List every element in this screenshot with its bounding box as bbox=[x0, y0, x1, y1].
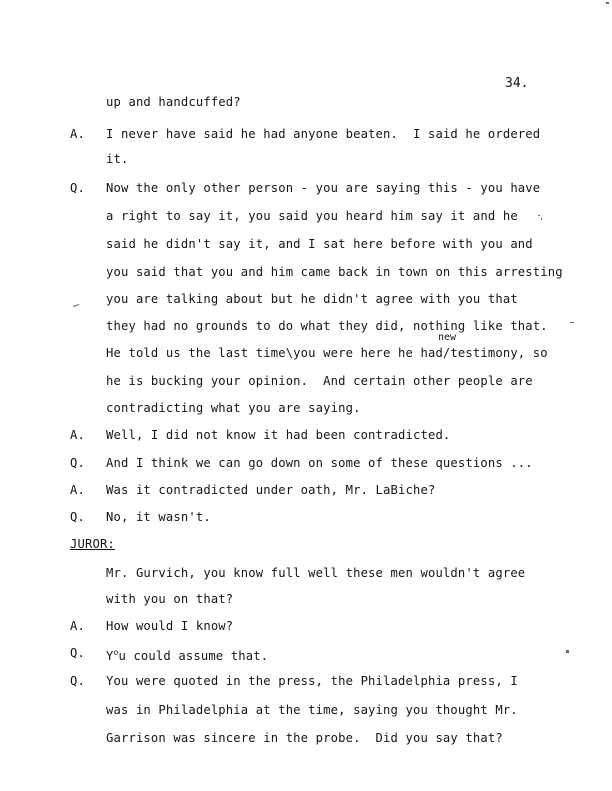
line-text: contradicting what you are saying. bbox=[106, 401, 361, 415]
line-text: they had no grounds to do what they did, nothing like that. bbox=[106, 319, 548, 333]
line-text: he is bucking your opinion. And certain other people are bbox=[106, 374, 533, 388]
line-text: Garrison was sincere in the probe. Did you say that? bbox=[106, 731, 503, 745]
line-text: And I think we can go down on some of these questions ... bbox=[106, 456, 533, 470]
speaker-label: Q. bbox=[70, 456, 85, 470]
line-text: Well, I did not know it had been contradicted. bbox=[106, 428, 451, 442]
line-text: Was it contradicted under oath, Mr. LaBiche? bbox=[106, 483, 436, 497]
line-text: you said that you and him came back in town on this arresting bbox=[106, 265, 563, 279]
line-text: I never have said he had anyone beaten. I said he ordered bbox=[106, 127, 541, 141]
page-number: 34. bbox=[505, 76, 529, 91]
line-text: You were quoted in the press, the Philadelphia press, I bbox=[106, 674, 518, 688]
line-text: No, it wasn't. bbox=[106, 510, 211, 524]
line-text: He told us the last time\you were here he had/testimony, so bbox=[106, 346, 548, 360]
line-text: Now the only other person - you are saying this - you have bbox=[106, 181, 541, 195]
speaker-label: A. bbox=[70, 483, 85, 497]
overtyped-letter: o bbox=[113, 648, 119, 657]
line-text: said he didn't say it, and I sat here before with you and bbox=[106, 237, 533, 251]
line-text: up and handcuffed? bbox=[106, 95, 241, 109]
speaker-label: Q. bbox=[70, 181, 85, 195]
line-text: with you on that? bbox=[106, 592, 234, 606]
speaker-label: Q. bbox=[70, 510, 85, 524]
speaker-label: A. bbox=[70, 619, 85, 633]
line-text: Mr. Gurvich, you know full well these men wouldn't agree bbox=[106, 566, 526, 580]
line-text: a right to say it, you said you heard him say it and he bbox=[106, 209, 518, 223]
interlinear-insertion: new bbox=[438, 332, 457, 343]
speaker-label: A. bbox=[70, 127, 85, 141]
line-text: it. bbox=[106, 152, 129, 166]
line-text-part: u could assume that. bbox=[118, 649, 269, 663]
speaker-label: Q. bbox=[70, 674, 85, 688]
speaker-label: A. bbox=[70, 428, 85, 442]
line-text: was in Philadelphia at the time, saying you thought Mr. bbox=[106, 703, 518, 717]
juror-heading: JUROR: bbox=[70, 537, 115, 551]
line-text: you are talking about but he didn't agree with you that bbox=[106, 292, 518, 306]
line-text: How would I know? bbox=[106, 619, 234, 633]
speaker-label: Q. bbox=[70, 646, 85, 660]
line-text-part: Y bbox=[106, 649, 114, 663]
